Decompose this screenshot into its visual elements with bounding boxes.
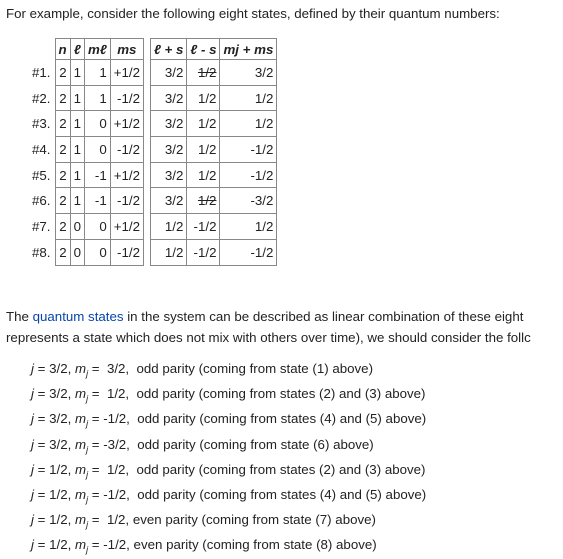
cell-ms: +1/2 bbox=[110, 214, 143, 240]
mj-subscript: j bbox=[86, 419, 89, 430]
cell-l: 1 bbox=[70, 85, 84, 111]
mj-symbol: m bbox=[75, 486, 87, 502]
table-header-row bbox=[29, 39, 277, 60]
header-ml: mℓ bbox=[85, 39, 111, 60]
cell-ml: 0 bbox=[85, 137, 111, 163]
j-equals: = bbox=[33, 386, 50, 402]
cell-ml: -1 bbox=[85, 188, 111, 214]
cell-l-minus-s: 1/2 bbox=[187, 60, 220, 86]
cell-l-minus-s: 1/2 bbox=[187, 85, 220, 111]
row-label: #1. bbox=[32, 64, 51, 80]
mj-subscript: j bbox=[86, 519, 89, 530]
cell-l-plus-s: 1/2 bbox=[150, 239, 186, 265]
comma: , bbox=[67, 461, 76, 477]
cell-ms: +1/2 bbox=[110, 162, 143, 188]
mj-subscript: j bbox=[86, 469, 89, 480]
header-l-plus-s: ℓ + s bbox=[150, 39, 186, 60]
table-row bbox=[29, 137, 277, 163]
header-l: ℓ bbox=[70, 39, 84, 60]
cell-mj-plus-ms: -1/2 bbox=[220, 239, 277, 265]
cell-ml: 1 bbox=[85, 85, 111, 111]
cell-ms: -1/2 bbox=[110, 188, 143, 214]
paragraph-line-2: represents a state which does not mix with others over time), we should consider the follc bbox=[6, 330, 531, 345]
j-symbol: j bbox=[31, 411, 34, 427]
header-mj-plus-ms: mj + ms bbox=[220, 39, 277, 60]
j-symbol: j bbox=[31, 361, 34, 376]
cell-n: 2 bbox=[55, 214, 70, 240]
table-row bbox=[29, 214, 277, 240]
mj-symbol: m bbox=[75, 436, 87, 452]
cell-mj-plus-ms: 1/2 bbox=[220, 214, 277, 240]
cell-l: 1 bbox=[70, 111, 84, 137]
cell-n: 2 bbox=[55, 137, 70, 163]
cell-gap bbox=[143, 60, 150, 86]
mj-value: 1/2, bbox=[103, 386, 130, 402]
list-item bbox=[31, 457, 426, 482]
j-symbol: j bbox=[31, 436, 34, 452]
mj-value: -1/2, bbox=[103, 411, 130, 427]
mj-equals: = bbox=[88, 411, 104, 427]
row-label: #8. bbox=[32, 244, 51, 260]
list-item bbox=[31, 432, 426, 457]
cell-ml: 0 bbox=[85, 214, 111, 240]
comma: , bbox=[67, 512, 76, 528]
cell-n: 2 bbox=[55, 162, 70, 188]
j-symbol: j bbox=[31, 512, 34, 528]
list-item bbox=[31, 507, 426, 532]
parity-text: odd parity (coming from states (2) and (3) above) bbox=[129, 461, 426, 477]
table-row bbox=[29, 111, 277, 137]
comma: , bbox=[67, 411, 76, 427]
j-value: 3/2 bbox=[49, 386, 68, 402]
cell-l: 1 bbox=[70, 60, 84, 86]
j-value: 3/2 bbox=[49, 361, 68, 376]
table-row bbox=[29, 60, 277, 86]
cell-gap bbox=[143, 85, 150, 111]
comma: , bbox=[67, 386, 76, 402]
mj-symbol: m bbox=[75, 411, 87, 427]
cell-mj-plus-ms: 3/2 bbox=[220, 60, 277, 86]
mj-value: 3/2, bbox=[103, 361, 130, 376]
header-l-minus-s: ℓ - s bbox=[187, 39, 220, 60]
cell-gap bbox=[143, 188, 150, 214]
cell-l-minus-s: 1/2 bbox=[187, 188, 220, 214]
list-item bbox=[31, 532, 426, 557]
table-row bbox=[29, 239, 277, 265]
j-value: 1/2 bbox=[49, 512, 68, 528]
comma: , bbox=[67, 486, 76, 502]
table-row bbox=[29, 188, 277, 214]
mj-symbol: m bbox=[75, 512, 87, 528]
cell-n: 2 bbox=[55, 60, 70, 86]
j-value: 3/2 bbox=[49, 436, 68, 452]
cell-ms: -1/2 bbox=[110, 85, 143, 111]
list-item bbox=[31, 381, 426, 406]
j-value: 1/2 bbox=[49, 486, 68, 502]
header-n: n bbox=[55, 39, 70, 60]
row-label: #4. bbox=[32, 141, 51, 157]
cell-ml: -1 bbox=[85, 162, 111, 188]
j-equals: = bbox=[33, 436, 50, 452]
parity-text: even parity (coming from state (8) above) bbox=[129, 537, 377, 553]
header-gap bbox=[143, 39, 150, 60]
comma: , bbox=[67, 361, 76, 376]
parity-text: odd parity (coming from state (6) above) bbox=[129, 436, 374, 452]
mj-symbol: m bbox=[75, 537, 87, 553]
mj-equals: = bbox=[88, 486, 104, 502]
j-equals: = bbox=[33, 512, 50, 528]
mj-equals: = bbox=[88, 461, 104, 477]
table-row bbox=[29, 162, 277, 188]
cell-mj-plus-ms: -1/2 bbox=[220, 137, 277, 163]
cell-ms: +1/2 bbox=[110, 60, 143, 86]
cell-l-plus-s: 3/2 bbox=[150, 60, 186, 86]
cell-l-plus-s: 3/2 bbox=[150, 111, 186, 137]
comma: , bbox=[67, 537, 76, 553]
row-label: #6. bbox=[32, 193, 51, 209]
cell-l: 1 bbox=[70, 137, 84, 163]
j-equals: = bbox=[33, 537, 50, 553]
mj-equals: = bbox=[88, 361, 104, 376]
j-symbol: j bbox=[31, 537, 34, 553]
cell-l-minus-s: 1/2 bbox=[187, 162, 220, 188]
cell-l-plus-s: 3/2 bbox=[150, 85, 186, 111]
description-paragraph bbox=[6, 306, 563, 348]
cell-n: 2 bbox=[55, 239, 70, 265]
cell-l-plus-s: 3/2 bbox=[150, 188, 186, 214]
cell-l: 1 bbox=[70, 162, 84, 188]
cell-ml: 0 bbox=[85, 239, 111, 265]
j-symbol: j bbox=[31, 486, 34, 502]
j-equals: = bbox=[33, 411, 50, 427]
table-row bbox=[29, 85, 277, 111]
cell-l-minus-s: 1/2 bbox=[187, 137, 220, 163]
list-item bbox=[31, 482, 426, 507]
cell-l-plus-s: 3/2 bbox=[150, 137, 186, 163]
cell-mj-plus-ms: 1/2 bbox=[220, 111, 277, 137]
row-label: #5. bbox=[32, 167, 51, 183]
cell-gap bbox=[143, 137, 150, 163]
parity-text: odd parity (coming from state (1) above) bbox=[129, 361, 374, 376]
j-symbol: j bbox=[31, 461, 34, 477]
list-item bbox=[31, 406, 426, 431]
mj-subscript: j bbox=[86, 544, 89, 555]
row-label: #3. bbox=[32, 116, 51, 132]
comma: , bbox=[67, 436, 76, 452]
cell-ml: 1 bbox=[85, 60, 111, 86]
cell-l: 1 bbox=[70, 188, 84, 214]
cell-ms: -1/2 bbox=[110, 239, 143, 265]
cell-gap bbox=[143, 162, 150, 188]
paragraph-suffix: in the system can be described as linear combination of these eight bbox=[123, 309, 524, 324]
mj-subscript: j bbox=[86, 393, 89, 404]
mj-subscript: j bbox=[86, 444, 89, 455]
cell-gap bbox=[143, 239, 150, 265]
mj-value: -1/2, bbox=[103, 537, 130, 553]
mj-subscript: j bbox=[86, 494, 89, 505]
cell-ms: -1/2 bbox=[110, 137, 143, 163]
cell-n: 2 bbox=[55, 111, 70, 137]
parity-text: even parity (coming from state (7) above) bbox=[129, 512, 376, 528]
cell-gap bbox=[143, 214, 150, 240]
j-value: 3/2 bbox=[49, 411, 68, 427]
cell-n: 2 bbox=[55, 188, 70, 214]
mj-symbol: m bbox=[75, 386, 87, 402]
cell-l-minus-s: -1/2 bbox=[187, 214, 220, 240]
paragraph-prefix: The bbox=[6, 309, 33, 324]
parity-text: odd parity (coming from states (4) and (5) above) bbox=[129, 486, 427, 502]
cell-gap bbox=[143, 111, 150, 137]
cell-n: 2 bbox=[55, 85, 70, 111]
quantum-states-link[interactable]: quantum states bbox=[32, 309, 124, 324]
j-equals: = bbox=[33, 486, 50, 502]
cell-l: 0 bbox=[70, 239, 84, 265]
j-symbol: j bbox=[31, 386, 34, 402]
mj-equals: = bbox=[88, 512, 104, 528]
cell-l-minus-s: 1/2 bbox=[187, 111, 220, 137]
cell-l-plus-s: 1/2 bbox=[150, 214, 186, 240]
cell-l-plus-s: 3/2 bbox=[150, 162, 186, 188]
combined-states-list bbox=[31, 356, 426, 558]
mj-value: -3/2, bbox=[103, 436, 130, 452]
j-equals: = bbox=[33, 361, 50, 376]
mj-equals: = bbox=[88, 436, 104, 452]
mj-equals: = bbox=[88, 537, 104, 553]
mj-equals: = bbox=[88, 386, 104, 402]
j-equals: = bbox=[33, 461, 50, 477]
cell-mj-plus-ms: 1/2 bbox=[220, 85, 277, 111]
mj-subscript: j bbox=[86, 368, 89, 379]
cell-mj-plus-ms: -3/2 bbox=[220, 188, 277, 214]
cell-l: 0 bbox=[70, 214, 84, 240]
paragraph-line-1 bbox=[6, 306, 563, 327]
parity-text: odd parity (coming from states (2) and (3) above) bbox=[129, 386, 426, 402]
row-label: #7. bbox=[32, 218, 51, 234]
header-ms: ms bbox=[110, 39, 143, 60]
header-blank bbox=[29, 39, 55, 60]
mj-symbol: m bbox=[75, 361, 87, 376]
cell-mj-plus-ms: -1/2 bbox=[220, 162, 277, 188]
cell-ml: 0 bbox=[85, 111, 111, 137]
intro-text: For example, consider the following eight states, defined by their quantum numbers: bbox=[6, 6, 500, 21]
mj-symbol: m bbox=[75, 461, 87, 477]
list-item bbox=[31, 356, 426, 381]
row-label: #2. bbox=[32, 90, 51, 106]
quantum-numbers-table bbox=[29, 38, 277, 266]
parity-text: odd parity (coming from states (4) and (5) above) bbox=[129, 411, 427, 427]
j-value: 1/2 bbox=[49, 537, 68, 553]
cell-ms: +1/2 bbox=[110, 111, 143, 137]
j-value: 1/2 bbox=[49, 461, 68, 477]
mj-value: -1/2, bbox=[103, 486, 130, 502]
cell-l-minus-s: -1/2 bbox=[187, 239, 220, 265]
mj-value: 1/2, bbox=[103, 461, 130, 477]
mj-value: 1/2, bbox=[103, 512, 130, 528]
